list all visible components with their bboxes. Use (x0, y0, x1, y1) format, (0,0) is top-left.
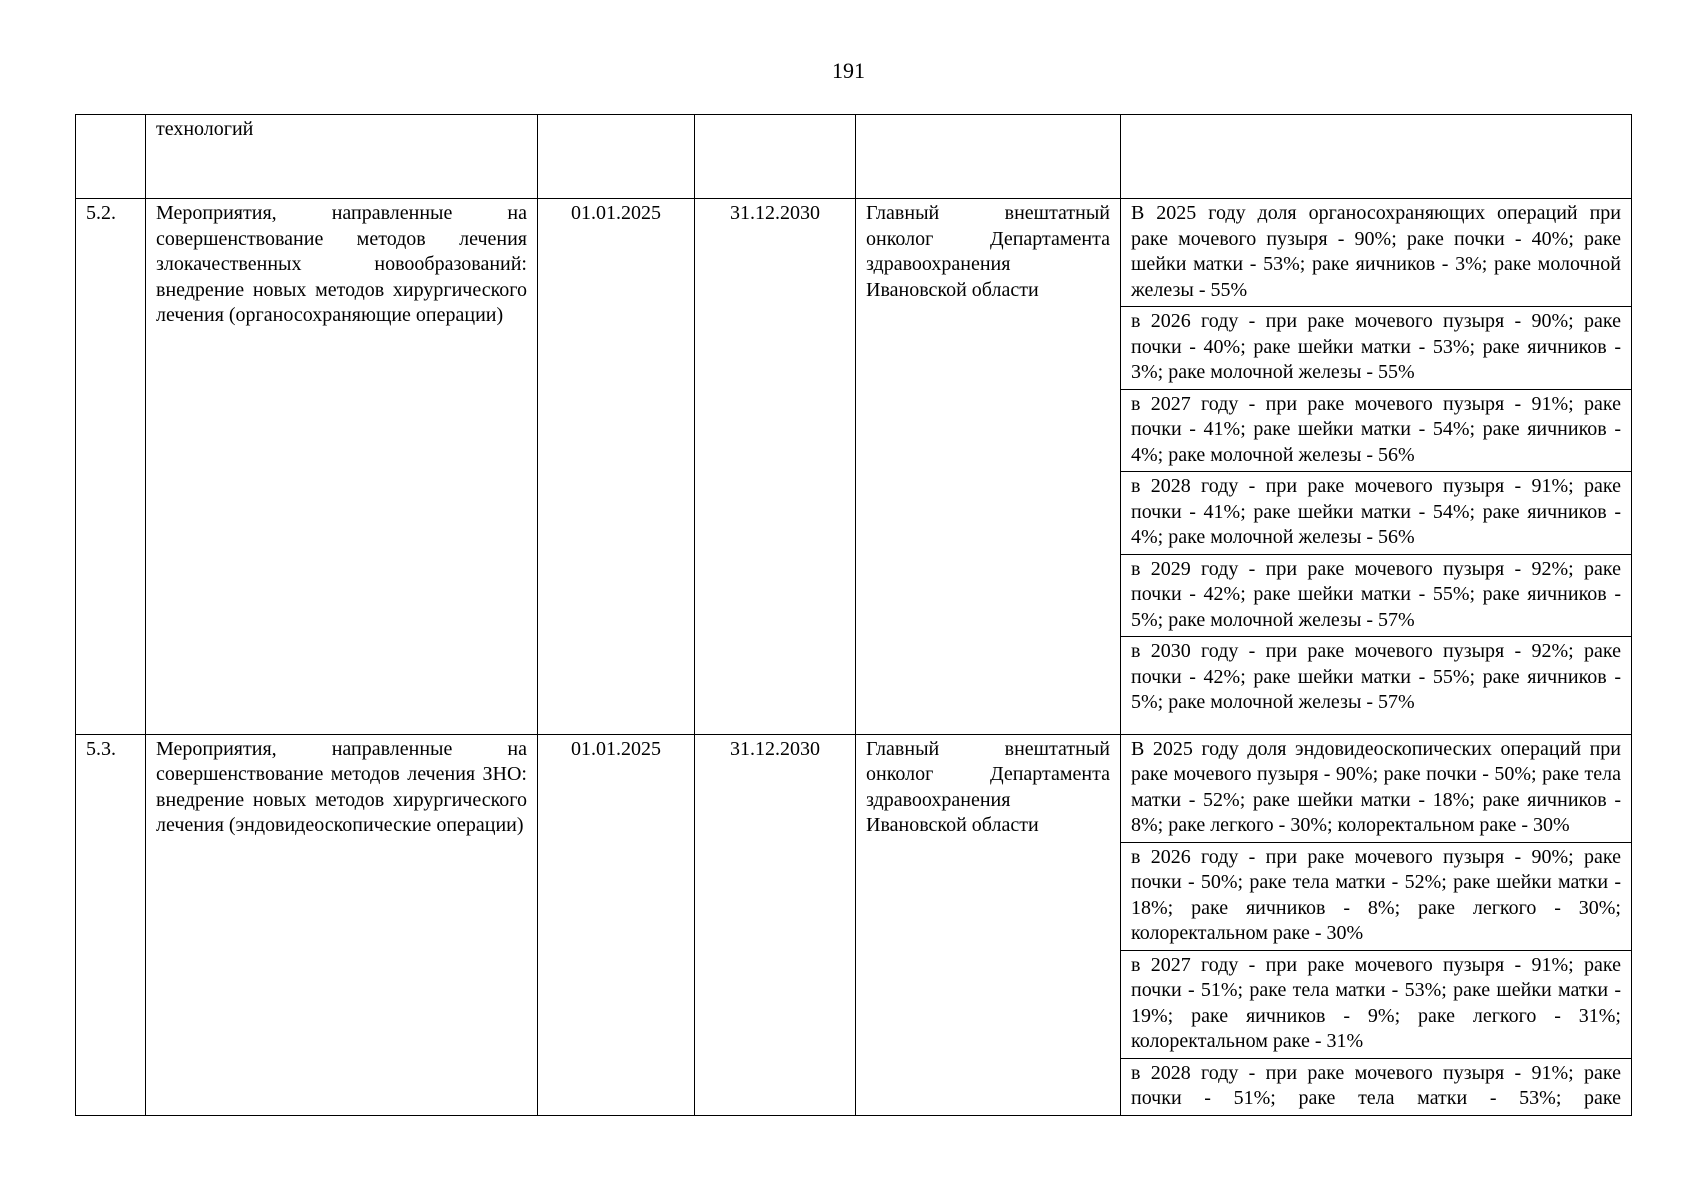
result-2027: в 2027 году - при раке мочевого пузыря - 91%; раке почки - 41%; раке шейки матки - 54%; раке яичников - 4%; раке молочной железы - 56% (1121, 389, 1632, 472)
result-2026: в 2026 году - при раке мочевого пузыря - 90%; раке почки - 50%; раке тела матки - 52%; раке шейки матки - 18%; раке яичников - 8%; раке легкого - 30%; колоректальном раке - 30% (1121, 842, 1632, 950)
item-description: Мероприятия, направленные на совершенствование методов лечения ЗНО: внедрение новых методов хирургического лечения (эндовидеоскопические операции) (146, 734, 538, 1115)
result-2025: В 2025 году доля эндовидеоскопических операций при раке мочевого пузыря - 90%; раке почки - 50%; раке тела матки - 52%; раке шейки матки - 18%; раке яичников - 8%; раке легкого - 30%; колоректальном раке - 30% (1121, 734, 1632, 842)
item-number: 5.3. (76, 734, 146, 1115)
continuation-responsible-cell (856, 115, 1121, 199)
result-2025: В 2025 году доля органосохраняющих операций при раке мочевого пузыря - 90%; раке почки - 40%; раке шейки матки - 53%; раке яичников - 3%; раке молочной железы - 55% (1121, 199, 1632, 307)
item-end-date: 31.12.2030 (695, 734, 856, 1115)
item-start-date: 01.01.2025 (538, 199, 695, 735)
continuation-start-cell (538, 115, 695, 199)
page-number: 191 (832, 58, 865, 83)
item-start-date: 01.01.2025 (538, 734, 695, 1115)
table-row-5-3 (76, 734, 1632, 842)
item-description: Мероприятия, направленные на совершенствование методов лечения злокачественных новообразований: внедрение новых методов хирургического лечения (органосохраняющие операции) (146, 199, 538, 735)
continuation-description-cell: технологий (146, 115, 538, 199)
continuation-end-cell (695, 115, 856, 199)
result-2029: в 2029 году - при раке мочевого пузыря - 92%; раке почки - 42%; раке шейки матки - 55%; раке яичников - 5%; раке молочной железы - 57% (1121, 554, 1632, 637)
item-responsible: Главный внештатный онколог Департамента здравоохранения Ивановской области (856, 199, 1121, 735)
result-2026: в 2026 году - при раке мочевого пузыря - 90%; раке почки - 40%; раке шейки матки - 53%; раке яичников - 3%; раке молочной железы - 55% (1121, 307, 1632, 390)
result-2028: в 2028 году - при раке мочевого пузыря - 91%; раке почки - 41%; раке шейки матки - 54%; раке яичников - 4%; раке молочной железы - 56% (1121, 472, 1632, 555)
result-2030: в 2030 году - при раке мочевого пузыря - 92%; раке почки - 42%; раке шейки матки - 55%; раке яичников - 5%; раке молочной железы - 57% (1121, 637, 1632, 735)
item-responsible: Главный внештатный онколог Департамента здравоохранения Ивановской области (856, 734, 1121, 1115)
activities-table (75, 114, 1632, 1116)
continuation-number-cell (76, 115, 146, 199)
continuation-result-cell (1121, 115, 1632, 199)
result-2028: в 2028 году - при раке мочевого пузыря - 91%; раке почки - 51%; раке тела матки - 53%; раке (1121, 1058, 1632, 1115)
continuation-row (76, 115, 1632, 199)
table-row-5-2 (76, 199, 1632, 307)
item-end-date: 31.12.2030 (695, 199, 856, 735)
result-2027: в 2027 году - при раке мочевого пузыря - 91%; раке почки - 51%; раке тела матки - 53%; раке шейки матки - 19%; раке яичников - 9%; раке легкого - 31%; колоректальном раке - 31% (1121, 950, 1632, 1058)
item-number: 5.2. (76, 199, 146, 735)
